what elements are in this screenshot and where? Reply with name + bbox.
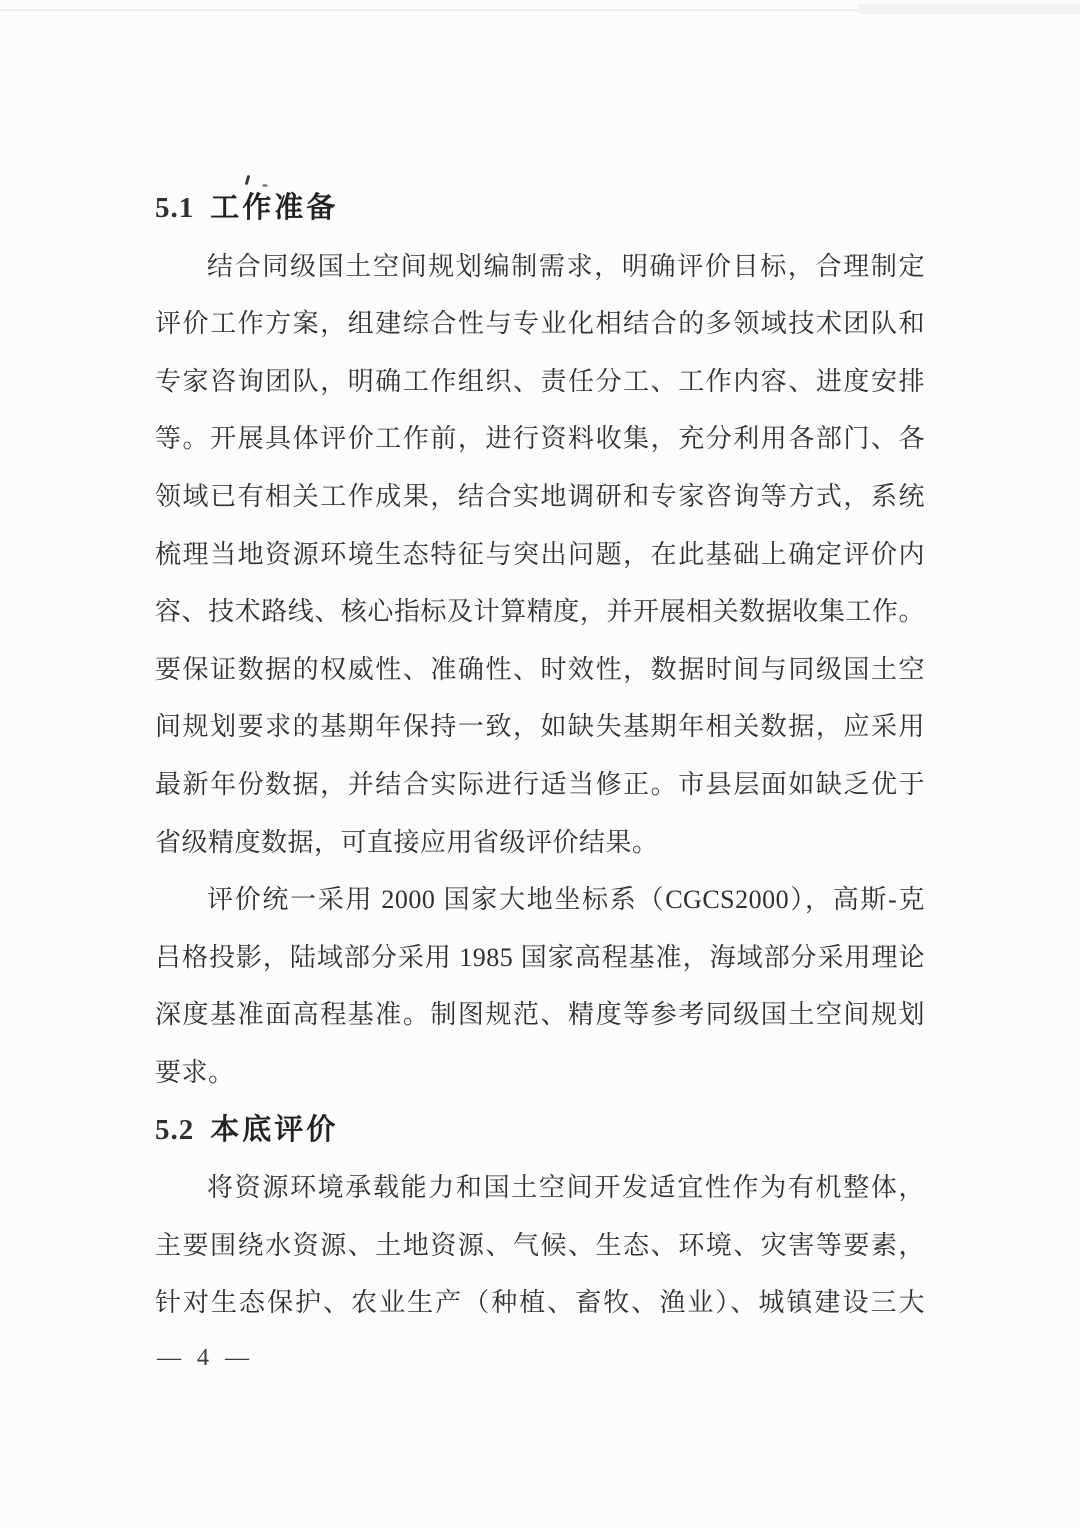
page-number: — 4 — (157, 1345, 254, 1371)
document-body (155, 180, 925, 1332)
body-line: 专家咨询团队，明确工作组织、责任分工、工作内容、进度安排 (155, 366, 925, 396)
section-number: 5.1 (155, 192, 195, 224)
body-line: 深度基准面高程基准。制图规范、精度等参考同级国土空间规划 (155, 1000, 925, 1030)
scan-artifact-band (858, 4, 1080, 14)
paragraph-first-line: 评价统一采用 2000 国家大地坐标系（CGCS2000），高斯-克 (207, 885, 925, 915)
body-line: 评价工作方案，组建综合性与专业化相结合的多领域技术团队和 (155, 309, 925, 339)
body-line: 间规划要求的基期年保持一致，如缺失基期年相关数据，应采用 (155, 712, 925, 742)
section-heading-5-2 (155, 1102, 925, 1160)
section-title: 工作准备 (210, 192, 339, 224)
body-line: 主要围绕水资源、土地资源、气候、生态、环境、灾害等要素， (155, 1230, 925, 1260)
body-line: 吕格投影，陆域部分采用 1985 国家高程基准，海域部分采用理论 (155, 942, 925, 972)
body-line: 容、技术路线、核心指标及计算精度，并开展相关数据收集工作。 (155, 597, 925, 627)
body-line: 最新年份数据，并结合实际进行适当修正。市县层面如缺乏优于 (155, 769, 925, 799)
section-title: 本底评价 (210, 1113, 339, 1146)
body-line: 要保证数据的权威性、准确性、时效性，数据时间与同级国土空 (155, 654, 925, 684)
paragraph-first-line: 将资源环境承载能力和国土空间开发适宜性作为有机整体， (207, 1173, 925, 1203)
body-line: 针对生态保护、农业生产（种植、畜牧、渔业）、城镇建设三大 (155, 1288, 925, 1318)
body-line: 领域已有相关工作成果，结合实地调研和专家咨询等方式，系统 (155, 481, 925, 511)
scan-artifact-line (0, 9, 860, 11)
paragraph-last-line: 省级精度数据，可直接应用省级评价结果。 (155, 827, 659, 857)
section-number: 5.2 (155, 1113, 195, 1146)
section-heading-5-1 (155, 180, 925, 238)
body-line: 梳理当地资源环境生态特征与突出问题，在此基础上确定评价内 (155, 539, 925, 569)
paragraph-first-line: 结合同级国土空间规划编制需求，明确评价目标，合理制定 (207, 251, 925, 281)
paragraph-last-line: 要求。 (155, 1057, 235, 1087)
body-line: 等。开展具体评价工作前，进行资料收集，充分利用各部门、各 (155, 424, 925, 454)
